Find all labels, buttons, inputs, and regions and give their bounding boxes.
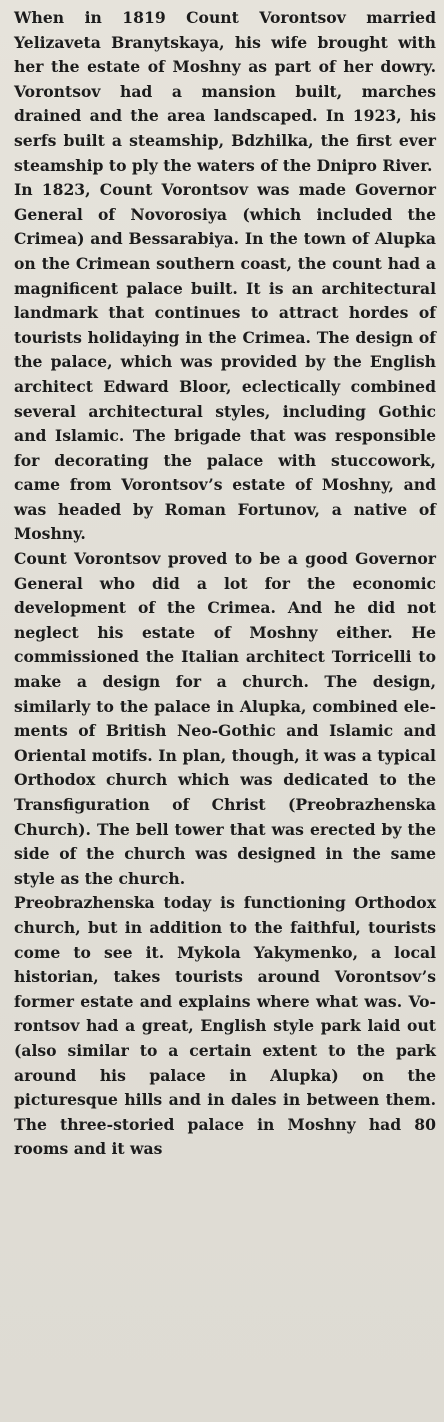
paragraph-preobrazhenska-church: Count Vorontsov proved to be a good Governor General who did a lot for the economic development of the Crimea. And he did not neglect his estate of Moshny either. He commissioned the Italian architect Torricelli to make a design for a church. The design, similarly to the palace in Alupka, combined elements of British Neo-Gothic and Islamic and Oriental motifs. In plan, though, it was a typical Orthodox church which was dedicated to the Transfiguration of Christ (Preobrazhenska Church). The bell tower that was erected by the side of the church was designed in the same style as the church. [14,549,436,888]
paragraph-moshny-estate: When in 1819 Count Vorontsov married Yelizaveta Branytskaya, his wife brought with her the estate of Moshny as part of her dowry. Vorontsov had a mansion built, marches drained and the area landscaped. In 1923, his serfs built a steamship, Bdzhilka, the first ever steamship to ply the waters of the Dnipro River. [14,8,436,175]
paragraph-tourists-park: Preobrazhenska today is functioning Orthodox church, but in addition to the faithful, tourists come to see it. Mykola Yakymenko, a local historian, takes tourists around Vorontsov’s former estate and explains where what was. Vorontsov had a great, English style park laid out (also similar to a certain extent to the park around his palace in Alupka) on the picturesque hills and in dales in between them. The three-storied palace in Moshny had 80 rooms and it was [14,893,436,1159]
paragraph-alupka-palace: In 1823, Count Vorontsov was made Governor General of Novorosiya (which included the Crimea) and Bessarabiya. In the town of Alupka on the Crimean southern coast, the count had a magnificent palace built. It is an architectural landmark that continues to attract hordes of tourists holidaying in the Crimea. The design of the palace, which was provided by the English architect Edward Bloor, eclectically combined several architectural styles, including Gothic and Islamic. The brigade that was responsible for decorating the palace with stuccowork, came from Vorontsov’s estate of Moshny, and was headed by Roman Fortunov, a native of Moshny. [14,180,436,544]
